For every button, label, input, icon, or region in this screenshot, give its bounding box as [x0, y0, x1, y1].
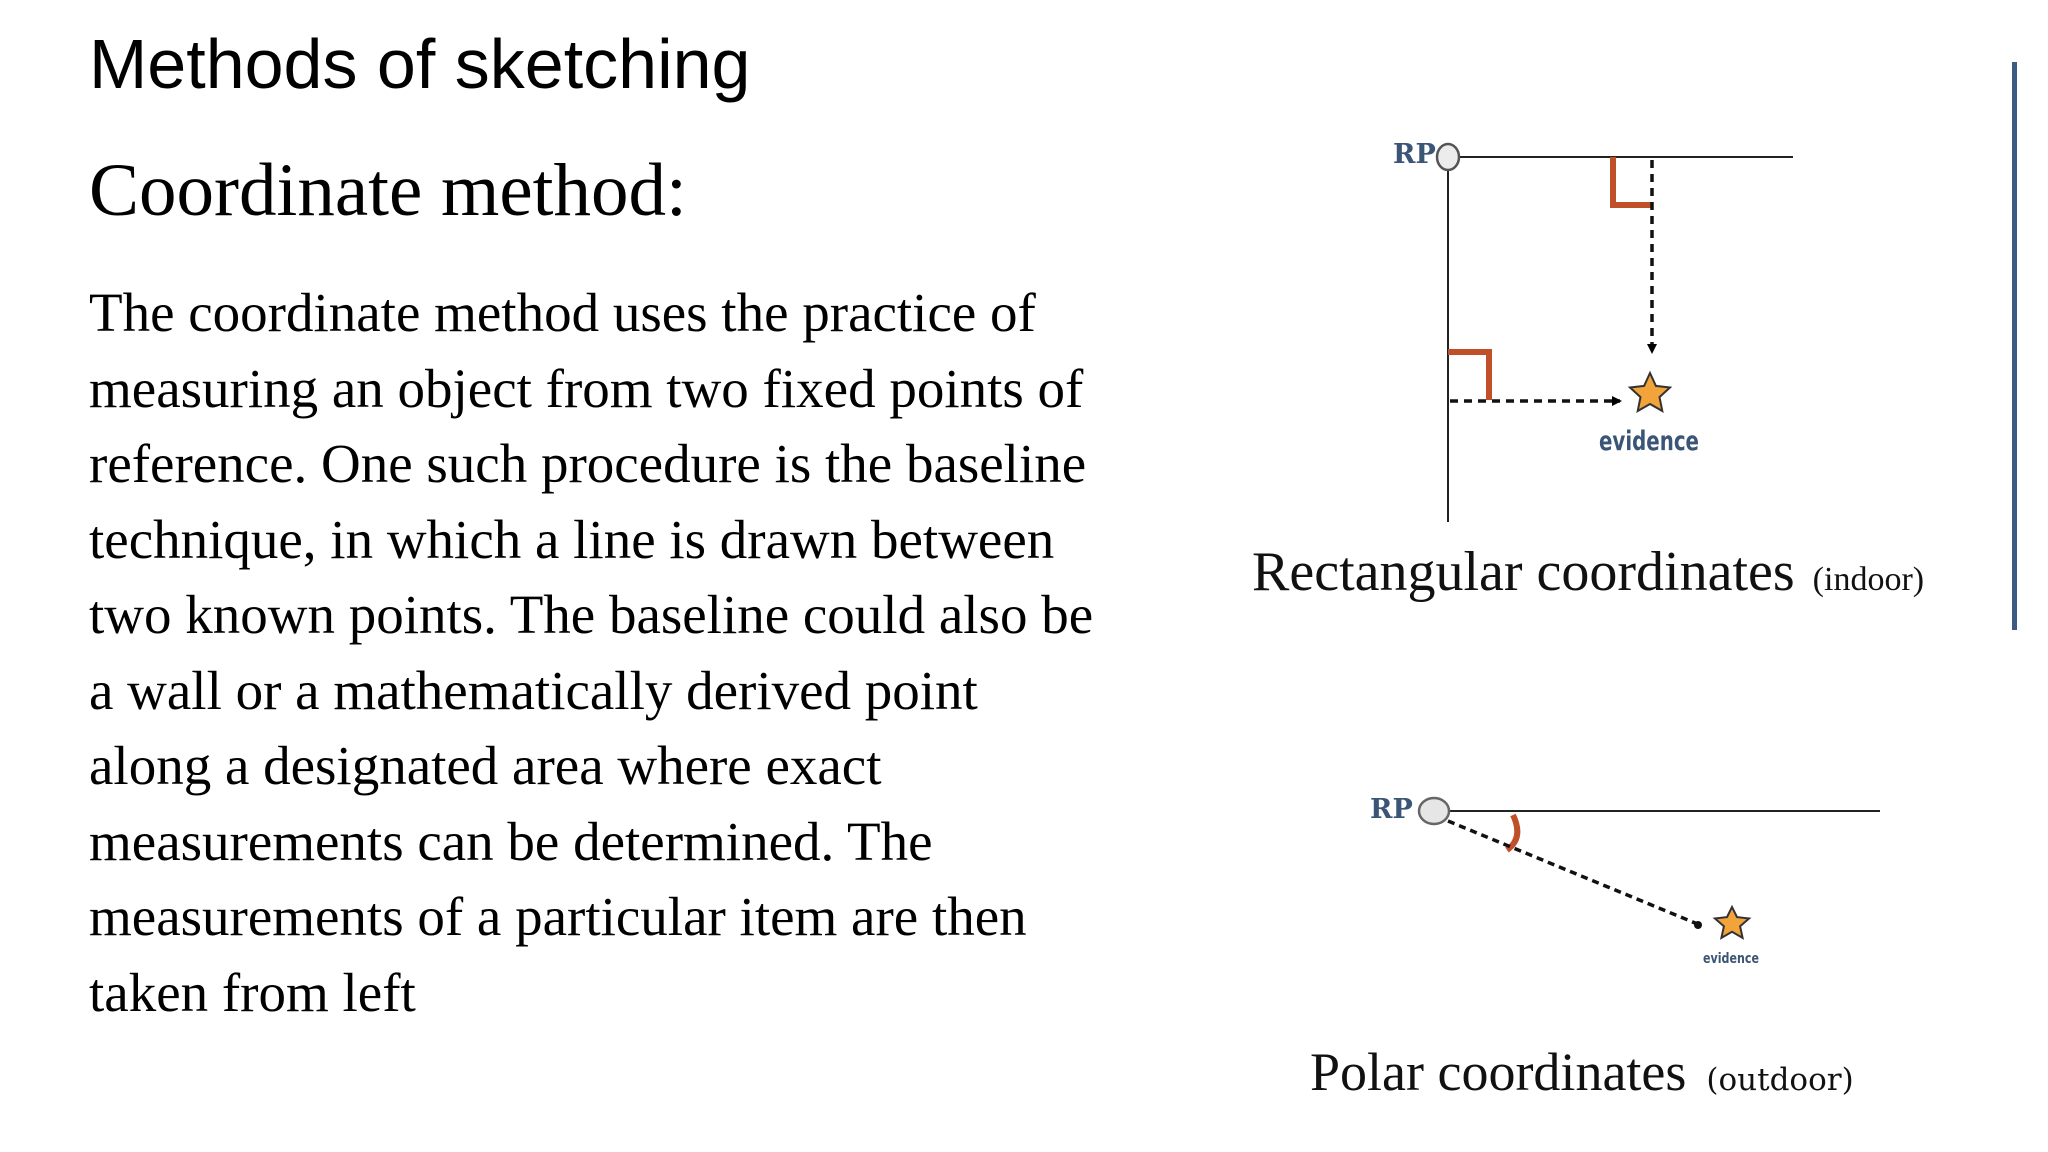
- polar-caption: [1310, 1042, 1854, 1102]
- polar-caption-main: Polar coordinates: [1310, 1042, 1687, 1102]
- polar-caption-qualifier: (outdoor): [1706, 1062, 1854, 1098]
- body-line: The coordinate method uses the practice of: [89, 282, 1036, 343]
- rect-evidence-label: evidence: [1599, 426, 1699, 457]
- body-line: two known points. The baseline could also be: [89, 584, 1094, 645]
- slide-title: Methods of sketching: [89, 25, 751, 103]
- rect-caption: [1252, 541, 1924, 603]
- rect-reference-point-circle-icon: [1437, 144, 1459, 170]
- body-line: measurements can be determined. The: [89, 810, 933, 872]
- body-line: a wall or a mathematically derived point: [89, 659, 978, 721]
- polar-ray-end-dot: [1694, 921, 1702, 929]
- body-line: taken from left: [89, 961, 416, 1023]
- rect-right-angle-top: [1613, 157, 1652, 205]
- polar-measure-ray: [1448, 821, 1700, 925]
- rect-evidence-star-icon: [1630, 373, 1670, 411]
- body-line: reference. One such procedure is the baseline: [89, 433, 1087, 494]
- polar-evidence-star-icon: [1715, 907, 1749, 938]
- section-heading: Coordinate method:: [89, 149, 687, 232]
- rectangular-diagram: [1252, 139, 1924, 603]
- rect-right-angle-left: [1448, 352, 1489, 400]
- rect-caption-qualifier: (indoor): [1812, 561, 1925, 598]
- polar-evidence-label: evidence: [1703, 951, 1759, 967]
- body-line: measurements of a particular item are then: [89, 886, 1027, 947]
- rect-reference-label: RP: [1393, 139, 1436, 170]
- polar-reference-label: RP: [1370, 794, 1413, 825]
- body-line: along a designated area where exact: [89, 735, 882, 796]
- body-line: technique, in which a line is drawn between: [89, 508, 1055, 570]
- polar-diagram: [1310, 794, 1880, 1102]
- body-line: measuring an object from two fixed points of: [89, 357, 1084, 419]
- rect-caption-main: Rectangular coordinates: [1252, 541, 1795, 603]
- polar-reference-point-circle-icon: [1419, 798, 1449, 824]
